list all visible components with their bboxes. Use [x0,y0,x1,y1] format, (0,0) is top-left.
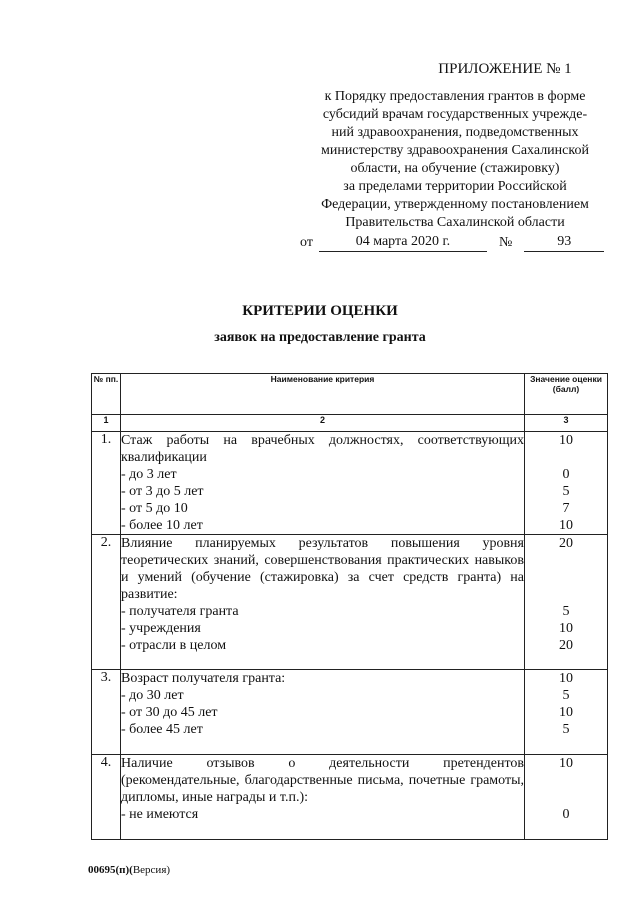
row-number: 2. [92,535,121,670]
column-number-row [92,415,608,432]
item-score: 5 [562,688,570,703]
criterion-score: 20 [559,536,573,551]
item-score: 10 [559,621,573,636]
score-cell [525,755,608,840]
approval-line [300,233,610,252]
appendix-line: Федерации, утвержденному постановлением [321,197,589,212]
page-title: КРИТЕРИИ ОЦЕНКИ [242,303,398,319]
column-number: 3 [525,415,608,432]
criterion-item: - не имеются [121,807,199,822]
criterion-title: Возраст получателя гранта: [121,671,286,686]
item-score: 10 [559,705,573,720]
row-number: 1. [92,432,121,535]
score-cell [525,670,608,755]
table-row [92,670,608,755]
criterion-cell [121,670,525,755]
criterion-item: - учреждения [121,621,201,636]
footer-code: 00695(п)( [88,864,133,876]
appendix-title: ПРИЛОЖЕНИЕ № 1 [438,61,572,77]
header-name: Наименование критерия [121,374,525,415]
criterion-item: - более 45 лет [121,722,203,737]
criterion-item: - более 10 лет [121,518,203,533]
criterion-cell [121,432,525,535]
header-score: Значение оценки (балл) [525,374,608,415]
criterion-item: - от 3 до 5 лет [121,484,204,499]
item-score: 5 [562,722,570,737]
column-number: 1 [92,415,121,432]
item-score: 20 [559,638,573,653]
criterion-item: - отрасли в целом [121,638,227,653]
appendix-line: области, на обучение (стажировку) [350,161,560,176]
criterion-cell [121,755,525,840]
page-subtitle: заявок на предоставление гранта [214,330,426,345]
criterion-item: - до 3 лет [121,467,177,482]
approval-date: 04 марта 2020 г. [319,233,487,252]
table-header-row [92,374,608,415]
number-label: № [498,235,513,250]
criteria-table [91,373,608,840]
item-score: 7 [562,501,570,516]
appendix-line: министерству здравоохранения Сахалинской [321,143,589,158]
footer-version: Версия) [132,864,171,876]
table-row [92,432,608,535]
criterion-title: Наличие отзывов о деятельности претендентов (рекомендательные, благодарственные письма, почетные грамоты, дипломы, иные награды и т.п.): [121,756,524,805]
criterion-item: - от 5 до 10 [121,501,188,516]
from-label: от [300,235,313,250]
header-num: № пп. [92,374,121,415]
column-number: 2 [121,415,525,432]
appendix-block [300,60,610,252]
criterion-title: Стаж работы на врачебных должностях, соответствующих квалификации [121,433,524,465]
appendix-line: за пределами территории Российской [343,179,567,194]
table-row [92,755,608,840]
row-number: 3. [92,670,121,755]
criterion-score: 10 [559,433,573,448]
row-number: 4. [92,755,121,840]
item-score: 5 [562,484,570,499]
item-score: 0 [562,807,570,822]
criterion-score: 10 [559,671,573,686]
criterion-score: 10 [559,756,573,771]
table-row [92,535,608,670]
item-score: 5 [562,604,570,619]
criterion-cell [121,535,525,670]
item-score: 10 [559,518,573,533]
item-score: 0 [562,467,570,482]
criterion-title: Влияние планируемых результатов повышения уровня теоретических знаний, совершенствования практических навыков и умений (обучение (стажировка) за счет средств гранта) на развитие: [121,536,524,602]
criterion-item: - от 30 до 45 лет [121,705,218,720]
document-footer [88,864,170,876]
criterion-item: - получателя гранта [121,604,239,619]
appendix-line: Правительства Сахалинской области [345,215,565,230]
approval-number: 93 [524,233,604,252]
appendix-line: к Порядку предоставления грантов в форме [324,89,586,104]
criterion-item: - до 30 лет [121,688,184,703]
score-cell [525,432,608,535]
appendix-line: ний здравоохранения, подведомственных [331,125,579,140]
appendix-line: субсидий врачам государственных учрежде- [322,107,588,122]
score-cell [525,535,608,670]
